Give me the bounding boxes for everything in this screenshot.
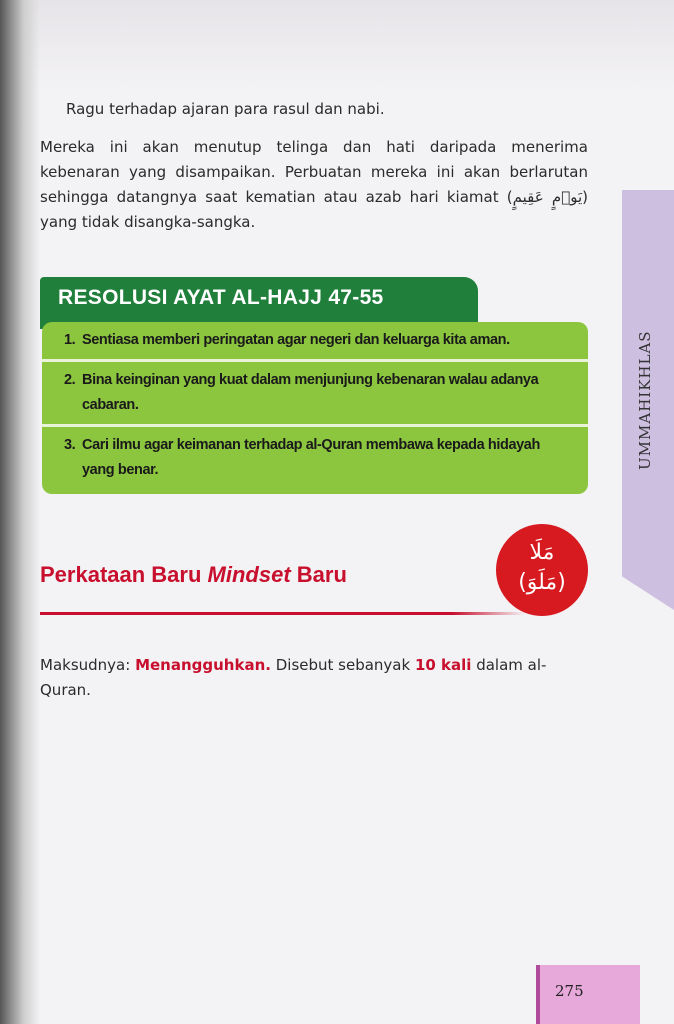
heading-part: Perkataan Baru (40, 562, 208, 587)
heading-italic: Mindset (207, 562, 291, 587)
list-item (42, 322, 588, 362)
item-text: Bina keinginan yang kuat dalam menjunjung kebenaran walau adanya cabaran. (82, 372, 539, 413)
def-label: Maksudnya: (40, 656, 136, 674)
def-meaning: Menangguhkan. (135, 656, 271, 674)
def-text: dalam al-Quran. (40, 656, 547, 699)
book-gutter-shadow (0, 0, 40, 1024)
resolution-title: RESOLUSI AYAT AL-HAJJ 47-55 (40, 277, 478, 329)
list-item (42, 427, 588, 489)
page-number: 275 (555, 982, 584, 1000)
item-number: 1. (64, 332, 76, 348)
list-item (42, 362, 588, 427)
side-label: UMMAHIKHLAS (636, 330, 654, 470)
arabic-word-badge (496, 524, 588, 616)
section-heading (40, 562, 347, 588)
definition (40, 653, 570, 703)
page-background (0, 0, 674, 90)
page-number-box (536, 965, 640, 1024)
item-text: Sentiasa memberi peringatan agar negeri dan keluarga kita aman. (82, 332, 510, 348)
def-text: Disebut sebanyak (270, 656, 415, 674)
item-number: 3. (64, 437, 76, 453)
body-paragraph: Mereka ini akan menutup telinga dan hati daripada menerima kebenaran yang disampaikan. Perbuatan mereka ini akan berlarutan sehingga datangnya saat kematian atau azab hari kiamat (يَوۡمٍ عَقِيمٍ) yang tidak disangka-sangka. (40, 138, 588, 231)
arabic-word: مَلَا (529, 540, 555, 565)
heading-part: Baru (290, 562, 347, 587)
resolution-list (42, 322, 588, 494)
intro-line: Ragu terhadap ajaran para rasul dan nabi. (66, 100, 385, 118)
def-count: 10 kali (414, 656, 472, 674)
item-number: 2. (64, 372, 76, 388)
item-text: Cari ilmu agar keimanan terhadap al-Quran membawa kepada hidayah yang benar. (82, 437, 540, 478)
arabic-root: (مَلَوَ) (518, 570, 566, 595)
heading-divider (40, 612, 525, 615)
